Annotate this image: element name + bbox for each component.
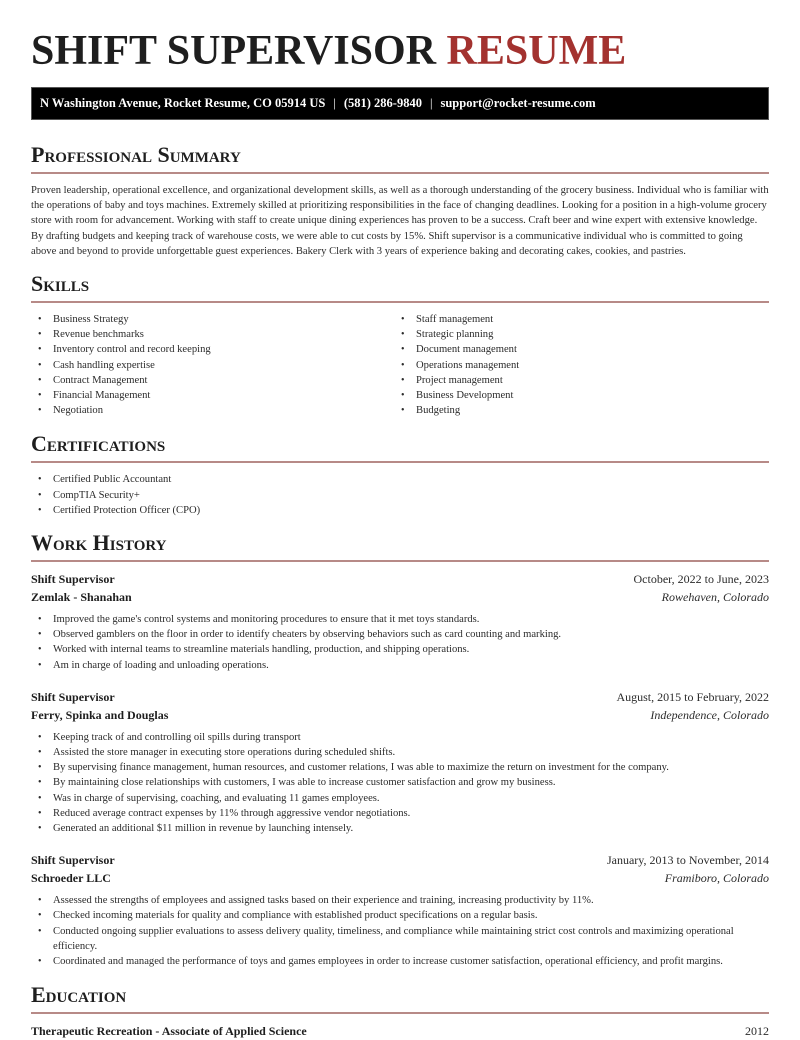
summary-text: Proven leadership, operational excellence, and organizational development skills, as well as a thorough understanding of the grocery business. Individual who is familiar with the operations of baby and toys machines. Extremely skilled at prioritizing responsibilities in the face of changing deadlines. Looking for a position in a high-volume grocery store with room for advancement. Working with staff to create unique dining experiences has proven to be a success. Craft beer and wine expert with extensive knowledge. By drafting budgets and keeping track of warehouse costs, we were able to cut costs by 15%. Shift supervisor is a communicative individual who is committed to going above and beyond to provide unforgettable guest experiences. Bakery Clerk with 3 years of experience baking and decorating cakes, cookies, and pastries. — [31, 185, 769, 257]
skill-item: • Business Development — [394, 388, 757, 403]
skills-list-left — [31, 312, 394, 418]
section-divider — [31, 461, 769, 463]
job-entry — [31, 851, 769, 969]
job-bullet: • Reduced average contract expenses by 11% through aggressive vendor negotiations. — [31, 806, 769, 821]
work-history-section — [31, 530, 769, 969]
job-header — [31, 851, 769, 869]
skill-item: • Strategic planning — [394, 327, 757, 342]
job-subheader — [31, 706, 769, 724]
skills-section — [31, 271, 769, 418]
skill-item: • Staff management — [394, 312, 757, 327]
skills-grid — [31, 312, 769, 418]
job-dates: October, 2022 to June, 2023 — [633, 572, 769, 587]
job-bullets — [31, 612, 769, 673]
job-bullets — [31, 730, 769, 836]
contact-phone: (581) 286-9840 — [343, 96, 422, 110]
section-divider — [31, 172, 769, 174]
job-bullet: • Conducted ongoing supplier evaluations to assess delivery quality, timeliness, and compliance while maintaining strict cost controls and maximizing operational efficiency. — [31, 924, 769, 954]
summary-section — [31, 142, 769, 259]
job-bullet: • Was in charge of supervising, coaching, and evaluating 11 games employees. — [31, 791, 769, 806]
skill-item: • Operations management — [394, 358, 757, 373]
job-title: Shift Supervisor — [31, 572, 115, 587]
skill-item: • Project management — [394, 373, 757, 388]
job-bullet: • Assisted the store manager in executing store operations during scheduled shifts. — [31, 745, 769, 760]
certification-item: • CompTIA Security+ — [31, 488, 769, 503]
certifications-list — [31, 472, 769, 518]
job-header — [31, 570, 769, 588]
job-title: Shift Supervisor — [31, 689, 115, 704]
job-bullet: • By supervising finance management, human resources, and customer relations, I was able to maximize the return on investment for the company. — [31, 760, 769, 775]
job-dates: August, 2015 to February, 2022 — [616, 689, 769, 704]
section-divider — [31, 560, 769, 562]
job-location: Framiboro, Colorado — [664, 871, 769, 886]
skill-item: • Inventory control and record keeping — [31, 342, 394, 357]
skill-item: • Budgeting — [394, 403, 757, 418]
job-bullet: • Am in charge of loading and unloading operations. — [31, 658, 769, 673]
skill-item: • Negotiation — [31, 403, 394, 418]
title-accent: RESUME — [446, 28, 627, 74]
contact-separator: | — [333, 96, 336, 110]
job-bullet: • Keeping track of and controlling oil spills during transport — [31, 730, 769, 745]
skill-item: • Financial Management — [31, 388, 394, 403]
job-bullet: • By maintaining close relationships with customers, I was able to increase customer satisfaction and grow my business. — [31, 775, 769, 790]
section-heading-certifications: Certifications — [31, 431, 166, 457]
job-subheader — [31, 588, 769, 606]
job-bullet: • Assessed the strengths of employees and assigned tasks based on their experience and training, increasing productivity by 11%. — [31, 893, 769, 908]
skill-item: • Document management — [394, 342, 757, 357]
education-degree: Therapeutic Recreation - Associate of Applied Science — [31, 1024, 307, 1039]
job-company: Zemlak - Shanahan — [31, 590, 132, 605]
skill-item: • Cash handling expertise — [31, 358, 394, 373]
certifications-section — [31, 431, 769, 518]
job-subheader — [31, 869, 769, 887]
contact-email[interactable]: support@rocket-resume.com — [440, 96, 596, 110]
job-entry — [31, 688, 769, 836]
job-bullets — [31, 893, 769, 969]
job-company: Schroeder LLC — [31, 871, 111, 886]
job-bullet: • Coordinated and managed the performance of toys and games employees in order to increase customer satisfaction, operational efficiency, and profit margins. — [31, 954, 769, 969]
job-entry — [31, 570, 769, 673]
job-bullet: • Worked with internal teams to streamline materials handling, production, and shipping operations. — [31, 642, 769, 657]
contact-address: N Washington Avenue, Rocket Resume, CO 05914 US — [40, 96, 326, 110]
education-section — [31, 982, 769, 1040]
job-company: Ferry, Spinka and Douglas — [31, 707, 169, 722]
education-entry — [31, 1022, 769, 1040]
certification-item: • Certified Protection Officer (CPO) — [31, 503, 769, 518]
contact-bar — [31, 87, 769, 120]
section-divider — [31, 301, 769, 303]
job-location: Independence, Colorado — [650, 707, 769, 722]
section-heading-education: Education — [31, 982, 127, 1008]
section-divider — [31, 1012, 769, 1014]
section-heading-summary: Professional Summary — [31, 142, 241, 167]
job-bullet: • Observed gamblers on the floor in order to identify cheaters by observing behaviors such as card counting and marking. — [31, 627, 769, 642]
job-location: Rowehaven, Colorado — [661, 590, 769, 605]
title-main: SHIFT SUPERVISOR — [31, 28, 437, 74]
job-bullet: • Improved the game's control systems and monitoring procedures to ensure that it met toys standards. — [31, 612, 769, 627]
certification-item: • Certified Public Accountant — [31, 472, 769, 487]
section-heading-work-history: Work History — [31, 530, 167, 556]
job-dates: January, 2013 to November, 2014 — [606, 853, 769, 868]
education-year: 2012 — [745, 1024, 769, 1039]
job-bullet: • Checked incoming materials for quality and compliance with established product specifications on a regular basis. — [31, 908, 769, 923]
contact-separator: | — [429, 96, 433, 110]
job-title: Shift Supervisor — [31, 853, 115, 868]
skill-item: • Revenue benchmarks — [31, 327, 394, 342]
job-header — [31, 688, 769, 706]
job-bullet: • Generated an additional $11 million in revenue by launching intensely. — [31, 821, 769, 836]
resume-title — [31, 0, 769, 74]
skill-item: • Business Strategy — [31, 312, 394, 327]
skills-list-right — [394, 312, 757, 418]
skill-item: • Contract Management — [31, 373, 394, 388]
section-heading-skills: Skills — [31, 271, 90, 297]
